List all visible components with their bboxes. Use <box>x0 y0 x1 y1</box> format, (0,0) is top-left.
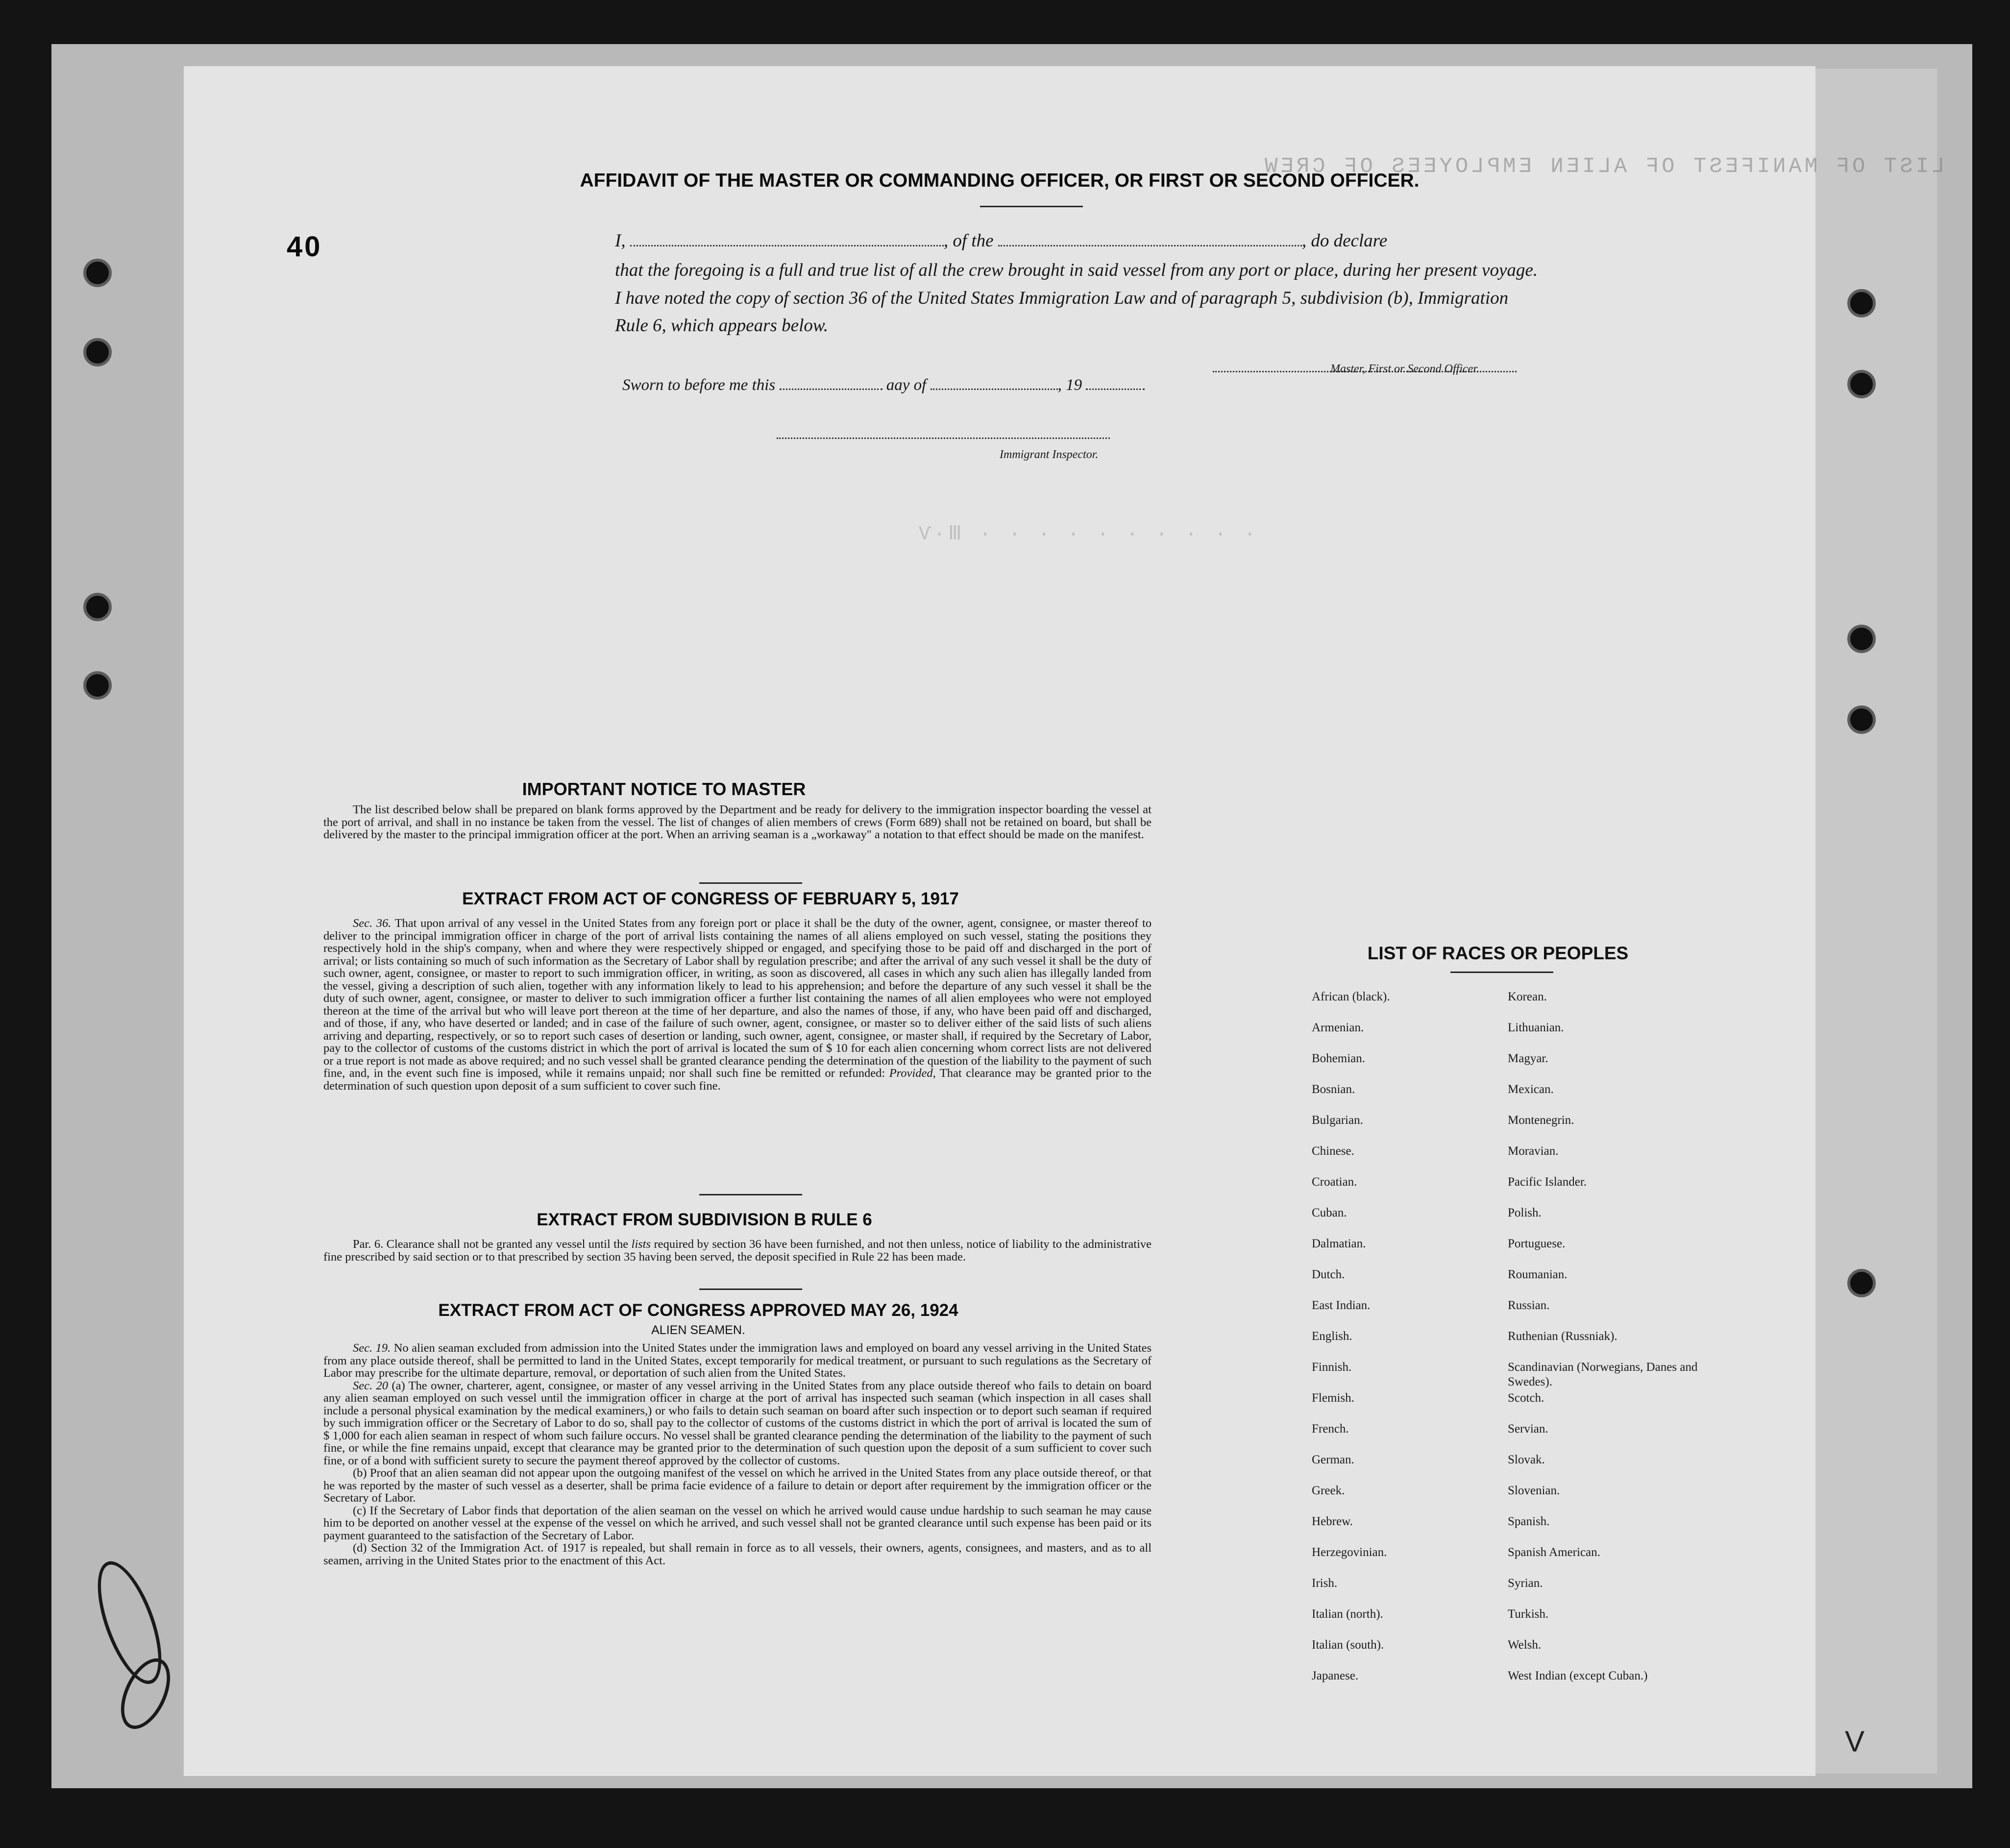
race-item: Bulgarian. <box>1312 1114 1363 1127</box>
race-item: Portuguese. <box>1508 1237 1566 1250</box>
act-1924-text: Sec. 19. No alien seaman excluded from admission into the United States under the immigration laws and employed on board any vessel arriving in the United States from any place outside thereof, shall be permitted to land in the United States, except temporarily for medical treatment, or pursuant to such regulations as the Secretary of Labor may prescribe for the ultimate departure, removal, or deportation of such alien from the United States. Sec. 20 (a) The owner, charterer, agent, consignee, or master of any vessel arriving in the United States from any place outside thereof who fails to detain on board any alien seaman employed on such vessel until the immigration officer in charge at the port of arrival has inspected such seaman (which inspection in all cases shall include a personal physical examination by the medical examiners,) or who fails to detain such seaman on board after such inspection or to deport such seaman if required by such immigration officer or the Secretary of Labor to do so, shall pay to the collector of customs of the customs district in which the port of arrival is located the sum of $ 1,000 for each alien seaman in respect of whom such failure occurs. No vessel shall be granted clearance pending the determination of the liability to the payment of such fine, or while the fine remains unpaid, except that clearance may be granted prior to the determination of such question upon the deposit of a sum sufficient to cover such fine, or of a bond with sufficient surety to secure the payment thereof approved by the collector of customs. (b) Proof that an alien seaman did not appear upon the outgoing manifest of the vessel on which he arrived in the United States from any place outside thereof, or that he was reported by the master of such vessel as a deserter, shall be prima facie evidence of a failure to detain or deport after requirement by the immigration officer or the Secretary of Labor. (c) If the Secretary of Labor finds that deportation of the alien seaman on the vessel on which he arrived would cause undue hardship to such seaman he may cause him to be deported on another vessel at the expense of the vessel on which he arrived, and such vessel shall not be granted clearance until such expense has been paid or its payment guaranteed to the satisfaction of the Secretary of Labor. (d) Section 32 of the Immigration Act. of 1917 is repealed, but shall remain in force as to all vessels, their owners, agents, consignees, and masters, and as to all seamen, arriving in the United States prior to the enactment of this Act. <box>323 1341 1152 1567</box>
divider <box>699 1194 802 1195</box>
name-blank[interactable] <box>630 230 944 246</box>
race-item: French. <box>1312 1422 1349 1435</box>
rule6-text: Par. 6. Clearance shall not be granted any vessel until the lists required by section 36 have been furnished, and not then unless, notice of liability to the administrative fine prescribed by said section or to that prescribed by section 35 having been served, the deposit specified in Rule 22 has been made. <box>323 1238 1152 1264</box>
race-item: Russian. <box>1508 1299 1550 1312</box>
race-item: Syrian. <box>1508 1577 1543 1590</box>
race-item: Bosnian. <box>1312 1083 1355 1096</box>
race-item: Cuban. <box>1312 1206 1347 1219</box>
act-1917-title: EXTRACT FROM ACT OF CONGRESS OF FEBRUARY 5, 1917 <box>462 889 959 908</box>
under-sheet-edge <box>1813 69 1937 1774</box>
sworn-line: Sworn to before me this aay of , 19 <box>622 374 1145 394</box>
race-item: Italian (north). <box>1312 1607 1383 1621</box>
race-item: Armenian. <box>1312 1021 1364 1034</box>
affidavit-line-3: I have noted the copy of section 36 of the United States Immigration Law and of paragraph 5, subdivision (b), Immigration <box>615 288 1509 308</box>
race-item: German. <box>1312 1453 1354 1466</box>
divider <box>699 1289 802 1290</box>
race-item: Italian (south). <box>1312 1638 1384 1652</box>
act-1917-text: Sec. 36. That upon arrival of any vessel in the United States from any foreign port or place it shall be the duty of the owner, agent, consignee, or master thereof to deliver to the principal immigration officer in charge of the port of arrival lists containing the names of all aliens employed on such vessel, stating the positions they respectively hold in the ship's company, when and where they were respectively shipped or engaged, and specifying those to be paid off and discharged in the port of arrival; or lists containing so much of such information as the Secretary of Labor shall by regulation prescribe; and after the arrival of any such vessel it shall be the duty of such owner, agent, consignee, or master to report to such immigration officer, in writing, as soon as discovered, all cases in which any such alien has illegally landed from the vessel, giving a description of such alien, together with any information likely to lead to his apprehension; and before the departure of any such vessel it shall be the duty of such owner, agent, consignee, or master to deliver to such immigration officer a further list containing the names of all alien employees who were not employed thereon at the time of the arrival but who will leave port thereon at the time of her departure, and also the names of those, if any, who have been paid off and discharged, and of those, if any, who have deserted or landed; and in case of the failure of such owner, agent, consignee, or master so to deliver either of the said lists of such aliens arriving and departing, respectively, or so to report such cases of desertion or landing, such owner, agent, consignee, or master shall, if required by the Secretary of Labor, pay to the collector of customs of the customs district in which the port of arrival is located the sum of $ 10 for each alien concerning whom correct lists are not delivered or a true report is not made as above required; and no such vessel shall be granted clearance pending the determination of the question of the liability to the payment of such fine, and, in the event such fine is imposed, while it remains unpaid; nor shall such fine be remitted or refunded: Provided, That clearance may be granted prior to the determination of such question upon deposit of a sum sufficient to cover such fine. <box>323 917 1152 1093</box>
race-item: Slovak. <box>1508 1453 1545 1466</box>
race-item: Turkish. <box>1508 1607 1549 1621</box>
races-left-column <box>1312 990 1390 1700</box>
race-item: Chinese. <box>1312 1144 1354 1158</box>
race-item: Scotch. <box>1508 1391 1544 1405</box>
binder-hole-icon <box>1847 289 1876 317</box>
race-item: Scandinavian (Norwegians, Danes and Swedes). <box>1508 1361 1698 1388</box>
race-item: Irish. <box>1312 1577 1338 1590</box>
race-item: Finnish. <box>1312 1361 1352 1374</box>
binder-hole-icon <box>1847 370 1876 398</box>
race-item: Japanese. <box>1312 1669 1359 1682</box>
notice-text: The list described below shall be prepared on blank forms approved by the Department and be ready for delivery to the immigration inspector boarding the vessel at the port of arrival, and shall in no instance be taken from the vessel. The list of changes of alien members of crews (Form 689) shall not be retained on board, but shall be delivered by the master to the principal immigration officer at the port. When an arriving seaman is a „workaway" a notation to that effect should be made on the manifest. <box>323 803 1152 841</box>
divider <box>980 206 1083 207</box>
binder-hole-icon <box>83 338 112 366</box>
notice-title: IMPORTANT NOTICE TO MASTER <box>522 779 806 799</box>
month-blank[interactable] <box>931 374 1058 390</box>
race-item: Herzegovinian. <box>1312 1546 1387 1559</box>
binder-hole-icon <box>83 259 112 287</box>
bleed-through: Ѵ·Ⅲ · · · · · · · · · · <box>919 524 1259 546</box>
race-item: Croatian. <box>1312 1175 1357 1189</box>
inspector-signature-label: Immigrant Inspector. <box>1000 448 1099 461</box>
race-item: Slovenian. <box>1508 1484 1560 1497</box>
master-signature-label: Master, First or Second Officer. <box>1330 363 1479 375</box>
stamp-mark: 40 <box>287 231 322 263</box>
affidavit-line-4: Rule 6, which appears below. <box>615 316 829 336</box>
inspector-signature-blank[interactable] <box>777 423 1110 439</box>
race-item: Spanish. <box>1508 1515 1550 1528</box>
race-item: Greek. <box>1312 1484 1345 1497</box>
race-item: African (black). <box>1312 990 1390 1003</box>
races-title: LIST OF RACES OR PEOPLES <box>1367 943 1629 963</box>
race-item: Polish. <box>1508 1206 1542 1219</box>
check-mark-icon: V <box>1845 1725 1865 1758</box>
race-item: West Indian (except Cuban.) <box>1508 1669 1648 1682</box>
affidavit-line-2: that the foregoing is a full and true list of all the crew brought in said vessel from any port or place, during her present voyage. <box>615 260 1538 280</box>
divider <box>1450 972 1553 973</box>
affidavit-title: AFFIDAVIT OF THE MASTER OR COMMANDING OFFICER, OR FIRST OR SECOND OFFICER. <box>580 170 1420 191</box>
act-1924-subtitle: ALIEN SEAMEN. <box>651 1323 745 1337</box>
race-item: Hebrew. <box>1312 1515 1353 1528</box>
race-item: Pacific Islander. <box>1508 1175 1587 1189</box>
day-blank[interactable] <box>780 374 882 390</box>
race-item: Dutch. <box>1312 1268 1345 1281</box>
race-item: East Indian. <box>1312 1299 1371 1312</box>
race-item: Ruthenian (Russniak). <box>1508 1330 1618 1343</box>
binder-hole-icon <box>83 671 112 700</box>
binder-hole-icon <box>1847 705 1876 734</box>
race-item: English. <box>1312 1330 1352 1343</box>
races-right-column <box>1508 990 1714 1700</box>
race-item: Lithuanian. <box>1508 1021 1564 1034</box>
country-blank[interactable] <box>998 230 1302 246</box>
race-item: Mexican. <box>1508 1083 1554 1096</box>
race-item: Welsh. <box>1508 1638 1542 1652</box>
race-item: Servian. <box>1508 1422 1548 1435</box>
divider <box>699 882 802 884</box>
race-item: Moravian. <box>1508 1144 1559 1158</box>
race-item: Bohemian. <box>1312 1052 1366 1065</box>
race-item: Roumanian. <box>1508 1268 1568 1281</box>
race-item: Magyar. <box>1508 1052 1548 1065</box>
rule6-title: EXTRACT FROM SUBDIVISION B RULE 6 <box>537 1210 872 1229</box>
race-item: Dalmatian. <box>1312 1237 1366 1250</box>
affidavit-line-1: I, , of the , do declare <box>615 231 1388 251</box>
binder-hole-icon <box>83 593 112 621</box>
binder-hole-icon <box>1847 1269 1876 1297</box>
race-item: Montenegrin. <box>1508 1114 1574 1127</box>
race-item: Spanish American. <box>1508 1546 1600 1559</box>
year-blank[interactable] <box>1086 374 1145 390</box>
race-item: Korean. <box>1508 990 1547 1003</box>
manifest-page <box>184 66 1945 1776</box>
race-item: Flemish. <box>1312 1391 1354 1405</box>
act-1924-title: EXTRACT FROM ACT OF CONGRESS APPROVED MAY 26, 1924 <box>438 1301 958 1320</box>
bleed-through: LIST OF MANIFEST OF ALIEN EMPLOYEES OF CREW <box>1262 154 1945 179</box>
binder-hole-icon <box>1847 625 1876 653</box>
